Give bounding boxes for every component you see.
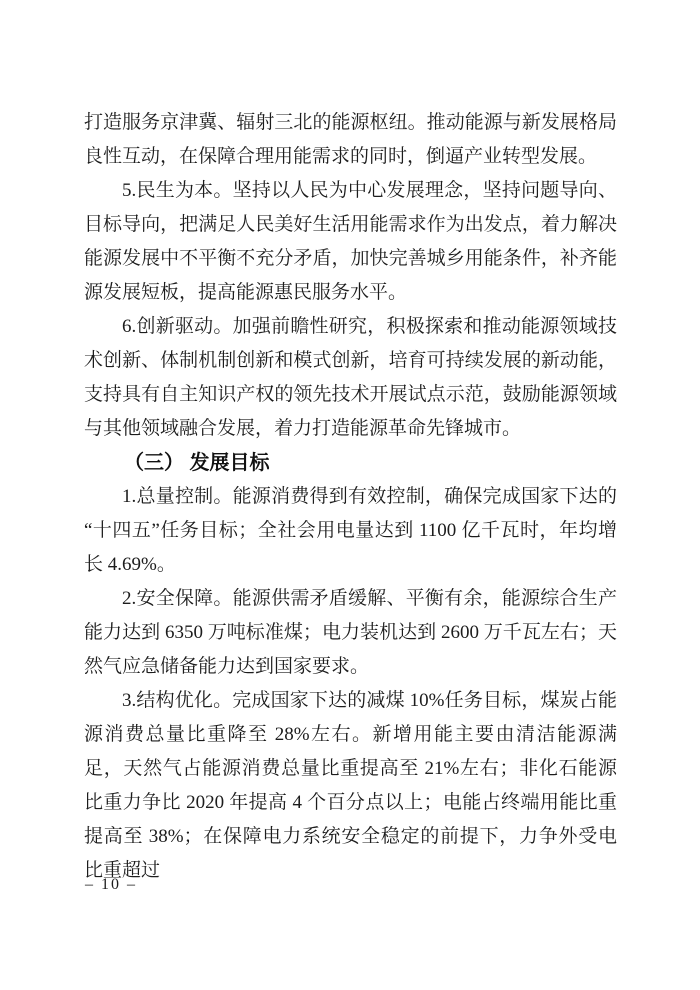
body-paragraph-goal1: 1.总量控制。能源消费得到有效控制，确保完成国家下达的“十四五”任务目标；全社会用电量达到 1100 亿千瓦时，年均增长 4.69%。 [84,486,617,575]
body-paragraph-continuation: 打造服务京津冀、辐射三北的能源枢纽。推动能源与新发展格局良性互动，在保障合理用能需求的同时，倒逼产业转型发展。 [84,112,617,167]
body-paragraph-goal2: 2.安全保障。能源供需矛盾缓解、平衡有余，能源综合生产能力达到 6350 万吨标准煤；电力装机达到 2600 万千瓦左右；天然气应急储备能力达到国家要求。 [84,588,617,677]
body-paragraph-item5: 5.民生为本。坚持以人民为中心发展理念，坚持问题导向、目标导向，把满足人民美好生活用能需求作为出发点，着力解决能源发展中不平衡不充分矛盾，加快完善城乡用能条件，补齐能源发展短板，提高能源惠民服务水平。 [84,180,617,303]
section-heading-development-goals: （三） 发展目标 [124,452,270,474]
body-paragraph-item6: 6.创新驱动。加强前瞻性研究，积极探索和推动能源领域技术创新、体制机制创新和模式创新，培育可持续发展的新动能，支持具有自主知识产权的领先技术开展试点示范，鼓励能源领域与其他领域融合发展，着力打造能源革命先锋城市。 [84,316,617,439]
body-paragraph-goal3: 3.结构优化。完成国家下达的减煤 10%任务目标，煤炭占能源消费总量比重降至 28%左右。新增用能主要由清洁能源满足，天然气占能源消费总量比重提高至 21%左右；非化石能源比重力争比 2020 年提高 4 个百分点以上；电能占终端用能比重提高至 38%；在保障电力系统安全稳定的前提下，力争外受电比重超过 [84,690,617,881]
page-body [84,106,617,888]
page-number: – 10 – [85,876,137,893]
